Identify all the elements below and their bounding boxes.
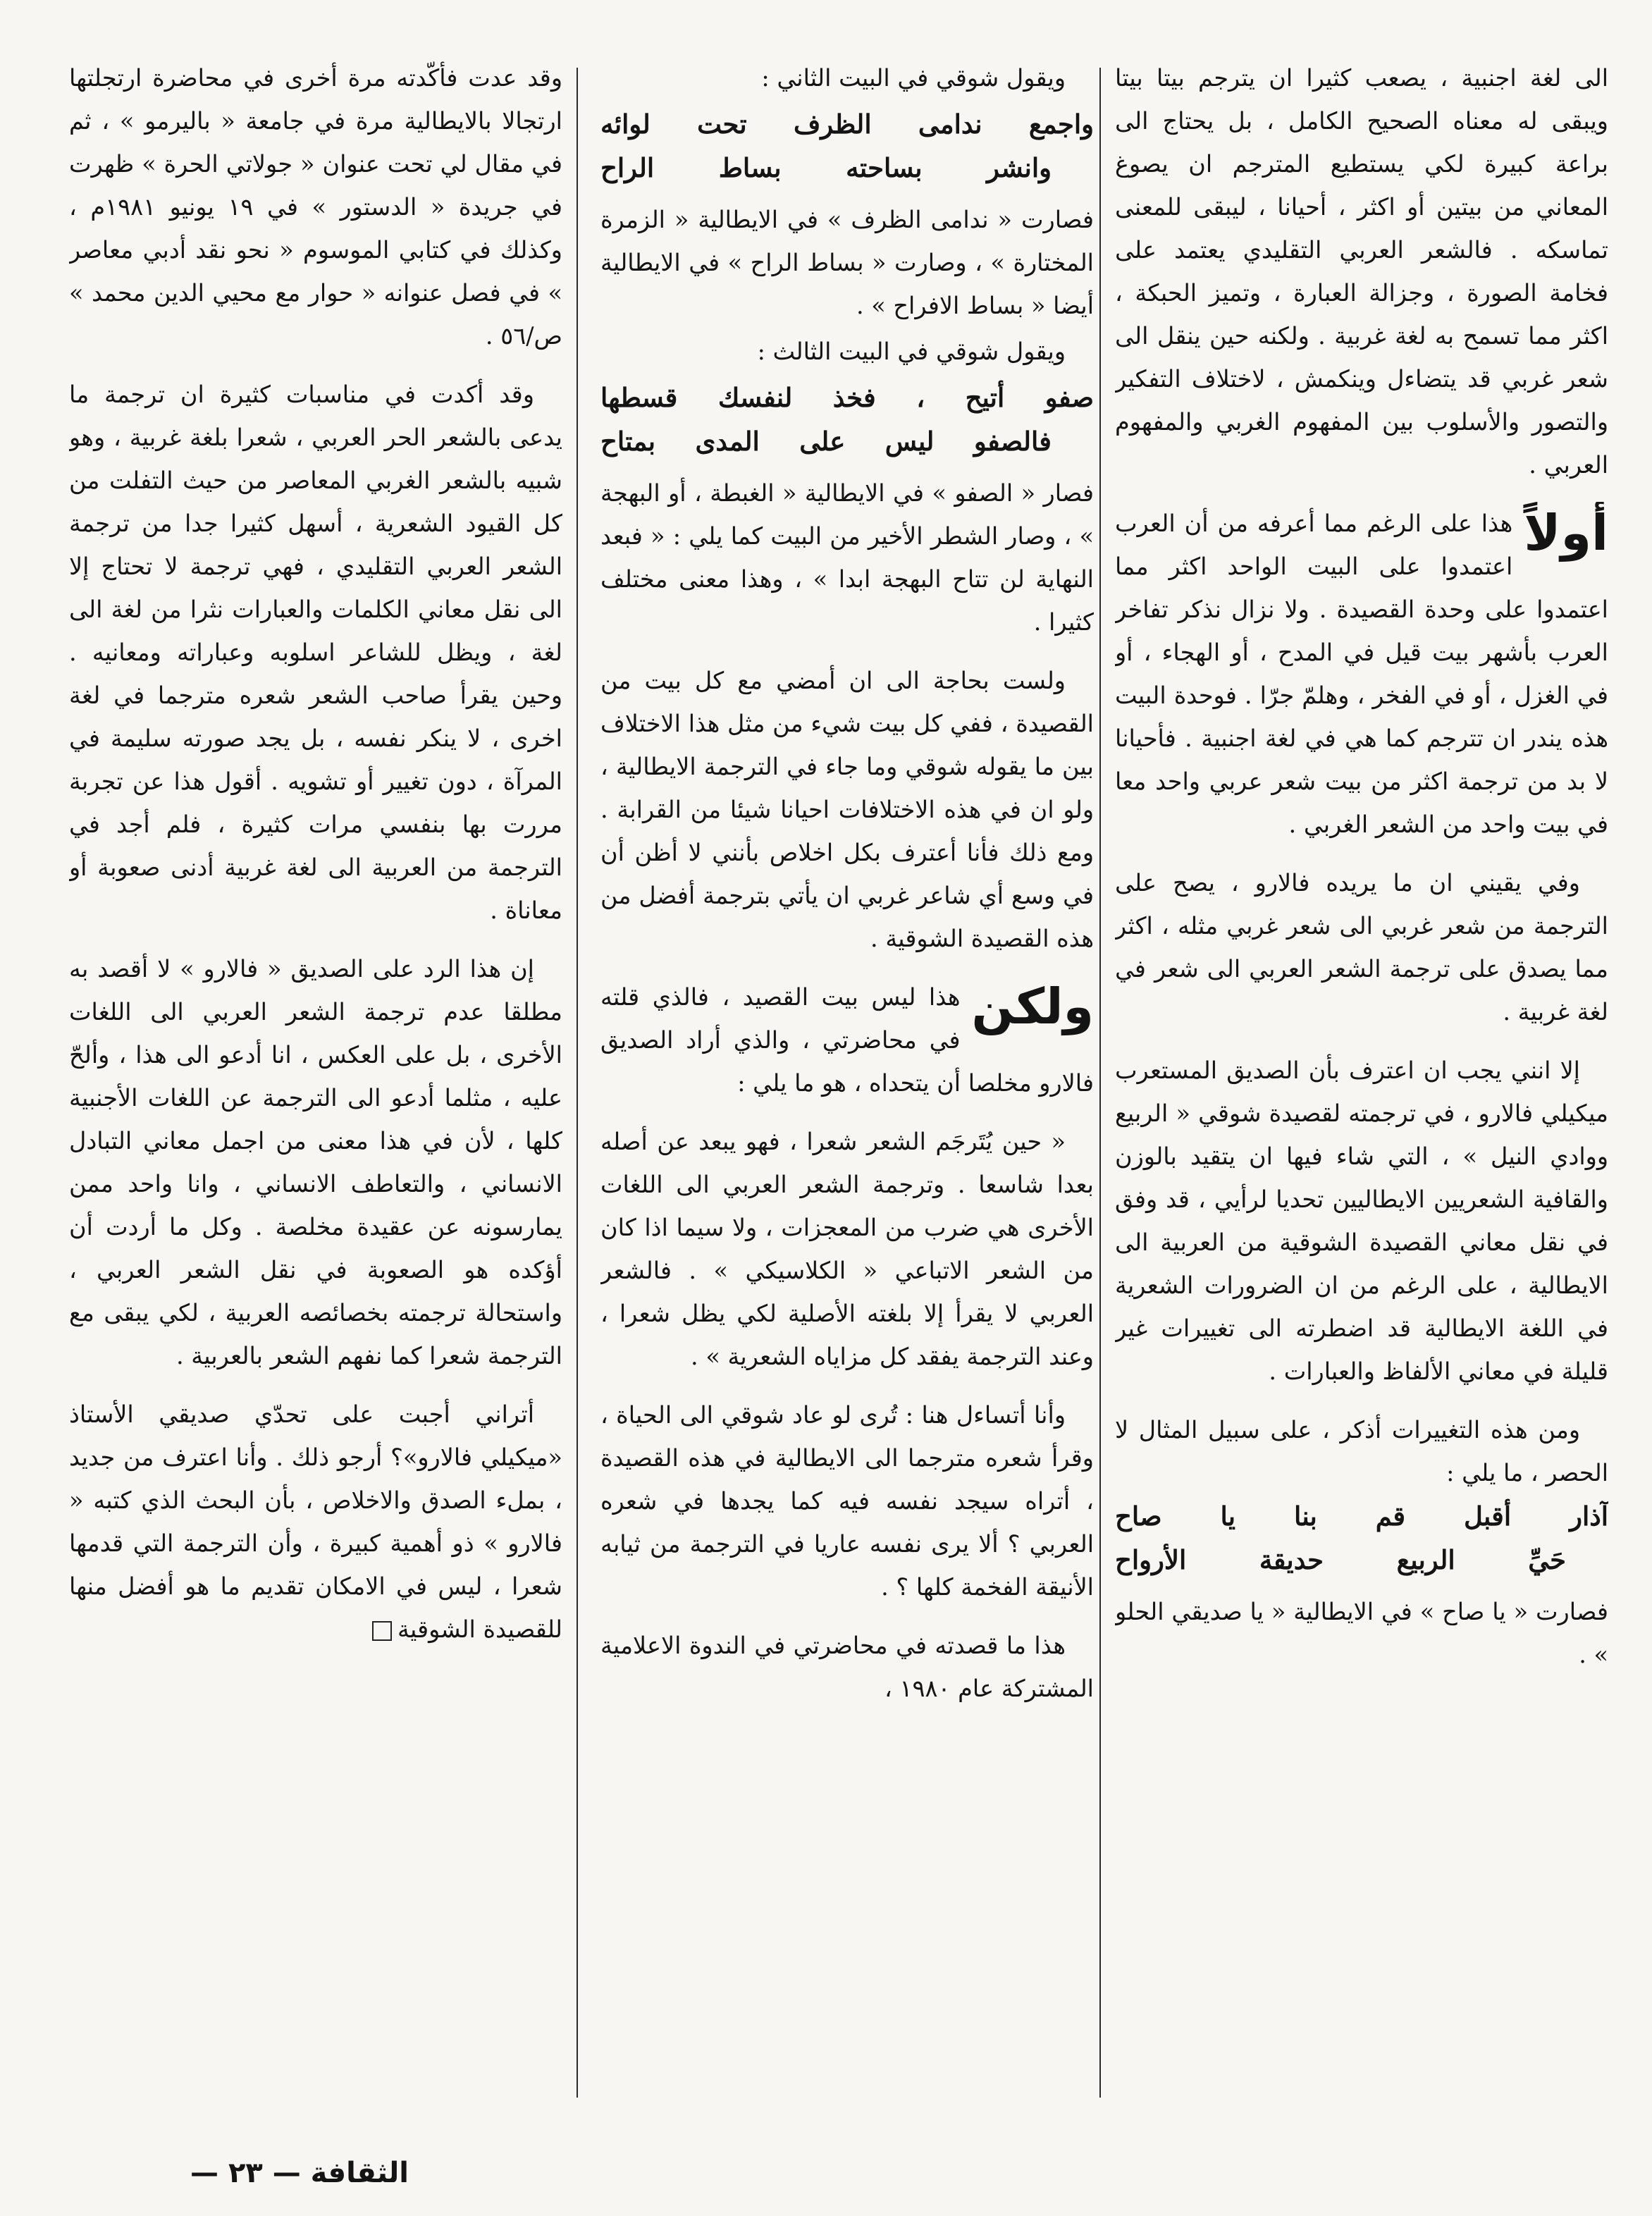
column-right <box>1115 56 1608 2143</box>
paragraph: وقد أكدت في مناسبات كثيرة ان ترجمة ما يدعى بالشعر الحر العربي ، شعرا بلغة غربية ، وهو شبيه بالشعر الغربي المعاصر من حيث التفلت من كل القيود الشعرية ، أسهل كثيرا جدا من ترجمة الشعر العربي التقليدي ، فهي ترجمة لا تحتاج إلا الى نقل معاني الكلمات والعبارات نثرا من لغة الى لغة ، ويظل للشاعر اسلوبه وعباراته ومعانيه . وحين يقرأ صاحب الشعر شعره مترجما في لغة اخرى ، لا ينكر نفسه ، بل يجد صورته سليمة في المرآة ، دون تغيير أو تشويه . أقول هذا عن تجربة مررت بها بنفسي مرات كثيرة ، فلم أجد في الترجمة من العربية الى لغة غربية أدنى صعوبة أو معاناة . <box>69 381 562 924</box>
verse-block <box>600 102 1094 190</box>
paragraph: ويقول شوقي في البيت الثالث : <box>757 338 1066 365</box>
paragraph-text: أتراني أجبت على تحدّي صديقي الأستاذ «ميكيلي فالارو»؟ أرجو ذلك . وأنا اعترف من جديد ، بملء الصدق والاخلاص ، بأن البحث الذي كتبه « فالارو » ذو أهمية كبيرة ، وأن الترجمة التي قدمها شعرا ، ليس في الامكان تقديم ما هو أفضل منها للقصيدة الشوقية <box>69 1401 562 1643</box>
column-divider <box>577 68 578 2098</box>
paragraph: إلا انني يجب ان اعترف بأن الصديق المستعرب ميكيلي فالارو ، في ترجمته لقصيدة شوقي « الربيع ووادي النيل » ، التي شاء فيها ان يتقيد بالوزن والقافية الشعريين الايطاليين تحديا لرأيي ، قد وفق في نقل معاني القصيدة الشوقية من العربية الى الايطالية ، على الرغم من ان الضرورات الشعرية في اللغة الايطالية قد اضطرته الى تغييرات غير قليلة في معاني الألفاظ والعبارات . <box>1115 1057 1608 1385</box>
paragraph: ولست بحاجة الى ان أمضي مع كل بيت من القصيدة ، ففي كل بيت شيء من مثل هذا الاختلاف بين ما يقوله شوقي وما جاء في الترجمة الايطالية ، ولو ان في هذه الاختلافات احيانا شيئا من القرابة . ومع ذلك فأنا أعترف بكل اخلاص بأنني لا أظن أن في وسع أي شاعر غربي ان يأتي بترجمة أفضل من هذه القصيدة الشوقية . <box>600 667 1094 952</box>
drop-heading: ولكن <box>971 978 1094 1035</box>
column-divider <box>1099 68 1101 2098</box>
verse-block <box>1115 1494 1608 1582</box>
verse-block <box>600 376 1094 463</box>
paragraph: وأنا أتساءل هنا : تُرى لو عاد شوقي الى الحياة ، وقرأ شعره مترجما الى الايطالية في هذه القصيدة ، أتراه سيجد نفسه فيه كما يجدها في شعره العربي ؟ ألا يرى نفسه عاريا في الترجمة من ثيابه الأنيقة الفخمة كلها ؟ . <box>600 1401 1094 1601</box>
paragraph: وقد عدت فأكّدته مرة أخرى في محاضرة ارتجلتها ارتجالا بالايطالية مرة في جامعة « باليرمو » ، ثم في مقال لي تحت عنوان « جولاتي الحرة » ظهرت في جريدة « الدستور » في ١٩ يونيو ١٩٨١م ، وكذلك في كتابي الموسوم « نحو نقد أدبي معاصر » في فصل عنوانه « حوار مع محيي الدين محمد » ص/٥٦ . <box>69 64 562 350</box>
paragraph: إن هذا الرد على الصديق « فالارو » لا أقصد به مطلقا عدم ترجمة الشعر العربي الى اللغات الأخرى ، بل على العكس ، انا أدعو الى هذا ، وألحّ عليه ، مثلما أدعو الى الترجمة عن اللغات الأجنبية كلها ، لأن في هذا معنى من اجمل معاني التبادل الانساني ، والتعاطف الانساني ، وانا واحد ممن يمارسونه عن عقيدة مخلصة . وكل ما أردت أن أؤكده هو الصعوبة في نقل الشعر العربي ، واستحالة ترجمته بخصائصه العربية ، لكي يبقى مع الترجمة شعرا كما نفهم الشعر بالعربية . <box>69 955 562 1369</box>
paragraph: فصارت « ندامى الظرف » في الايطالية « الزمرة المختارة » ، وصارت « بساط الراح » في الايطالية أيضا « بساط الافراح » . <box>600 206 1094 319</box>
drop-heading: أولاً <box>1524 504 1608 562</box>
paragraph: فصارت « يا صاح » في الايطالية « يا صديقي الحلو » . <box>1115 1598 1608 1668</box>
paragraph: ويقول شوقي في البيت الثاني : <box>761 64 1066 92</box>
paragraph: ومن هذه التغييرات أذكر ، على سبيل المثال لا الحصر ، ما يلي : <box>1115 1416 1608 1486</box>
verse-line: صفو أتيح ، فخذ لنفسك قسطها <box>600 382 1094 413</box>
verse-line: وانشر بساحته بساط الراح <box>600 152 1052 183</box>
section-but <box>600 975 1094 1120</box>
verse-line: واجمع ندامى الظرف تحت لوائه <box>600 109 1094 140</box>
verse-line: حَيِّ الربيع حديقة الأرواح <box>1115 1544 1566 1575</box>
section-first <box>1115 502 1608 861</box>
paragraph: هذا على الرغم مما أعرفه من أن العرب اعتمدوا على البيت الواحد اكثر مما اعتمدوا على وحدة القصيدة . ولا نزال نذكر تفاخر العرب بأشهر بيت قيل في المدح ، أو الهجاء ، أو في الغزل ، أو في الفخر ، وهلمّ جرّا . فوحدة البيت هذه يندر ان تترجم كما هي في لغة اجنبية . فأحيانا لا بد من ترجمة اكثر من بيت شعر عربي واحد معا في بيت واحد من الشعر الغربي . <box>1115 510 1608 838</box>
paragraph <box>69 1393 562 1651</box>
column-middle <box>600 56 1094 2143</box>
verse-line: آذار أقبل قم بنا يا صاح <box>1115 1501 1608 1532</box>
quote-paragraph: « حين يُتَرجَم الشعر شعرا ، فهو يبعد عن أصله بعدا شاسعا . وترجمة الشعر العربي الى اللغات الأخرى هي ضرب من المعجزات ، ولا سيما اذا كان من الشعر الاتباعي « الكلاسيكي » . فالشعر العربي لا يقرأ إلا بلغته الأصلية لكي يظل شعرا ، وعند الترجمة يفقد كل مزاياه الشعرية » . <box>600 1128 1094 1370</box>
paragraph: هذا ما قصدته في محاضرتي في الندوة الاعلامية المشتركة عام ١٩٨٠ ، <box>600 1632 1094 1702</box>
verse-line: فالصفو ليس على المدى بمتاح <box>600 426 1052 457</box>
end-mark-icon <box>372 1621 392 1641</box>
paragraph: فصار « الصفو » في الايطالية « الغبطة ، أو البهجة » ، وصار الشطر الأخير من البيت كما يلي : « فبعد النهاية لن تتاح البهجة ابدا » ، وهذا معنى مختلف كثيرا . <box>600 479 1094 636</box>
paragraph: هذا ليس بيت القصيد ، فالذي قلته في محاضرتي ، والذي أراد الصديق فالارو مخلصا أن يتحداه ، هو ما يلي : <box>600 983 1094 1097</box>
paragraph: الى لغة اجنبية ، يصعب كثيرا ان يترجم بيتا بيتا ويبقى له معناه الصحيح الكامل ، بل يحتاج الى براعة كبيرة لكي يستطيع المترجم ان يصوغ المعاني من بيتين أو اكثر ، أحيانا ، ليبقى للمعنى تماسكه . فالشعر العربي التقليدي يعتمد على فخامة الصورة ، وجزالة العبارة ، وتميز الحبكة ، اكثر مما تسمح به لغة غربية . ولكنه حين ينقل الى شعر غربي قد يتضاءل وينكمش ، لاختلاف التفكير والتصور والأسلوب بين المفهوم الغربي والمفهوم العربي . <box>1115 64 1608 479</box>
page-footer: الثقافة — ٢٣ — <box>190 2157 409 2189</box>
paragraph: وفي يقيني ان ما يريده فالارو ، يصح على الترجمة من شعر غربي الى شعر غربي مثله ، اكثر مما يصدق على ترجمة الشعر العربي الى شعر في لغة غربية . <box>1115 869 1608 1026</box>
column-left <box>69 56 562 2143</box>
